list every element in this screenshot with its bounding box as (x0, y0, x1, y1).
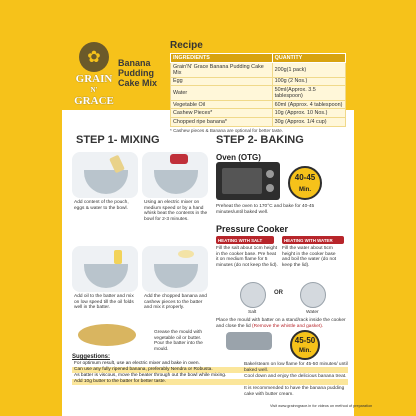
oven-window (222, 168, 262, 194)
recipe-title: Recipe (170, 40, 203, 51)
brand-name-line1: GRAIN (75, 73, 113, 85)
salt-label: Salt (248, 310, 257, 315)
salt-caption: Fill the salt about 1cm height in the cooker base. Pre heat it on medium flame for 5 minutes (do not keep the lid). (216, 246, 278, 268)
ingredients-header: INGREDIENTS (171, 54, 273, 63)
banana-icon (178, 250, 194, 258)
pc-time-unit: Min. (299, 348, 311, 354)
ingredient-cell: Egg (171, 77, 273, 86)
water-caption: Fill the water about 5cm height in the cooker base and boil the water (do not keep the lid). (282, 246, 337, 268)
product-name: Banana Pudding Cake Mix (118, 58, 158, 88)
suggestion-item: Add 10g butter to the batter for better taste. (72, 379, 348, 385)
stand-caption-warning: (Remove the whistle and gasket). (252, 323, 324, 329)
suggestion-item: Can use any fully ripened banana, preferably Nendra or Robusta. (72, 367, 348, 373)
ingredient-cell: Grain'N' Grace Banana Pudding Cake Mix (171, 63, 273, 78)
step1-caption-1: Add content of the pouch, eggs & water to the bowl. (74, 200, 129, 211)
table-row (171, 109, 346, 118)
step1-illustration-3 (72, 246, 138, 292)
mixer-icon (170, 154, 188, 164)
step2-title: STEP 2- BAKING (216, 134, 304, 146)
bowl-icon (84, 264, 128, 288)
oven-knob-icon (266, 170, 274, 178)
ingredient-cell: Vegetable Oil (171, 100, 273, 109)
bowl-icon (84, 170, 128, 194)
table-row (171, 77, 346, 86)
oven-knob-icon (266, 184, 274, 192)
oven-icon (216, 162, 280, 200)
oven-caption: Preheat the oven to 170°C and bake for 40-45 minutes/until baked well. (216, 204, 315, 215)
stand-caption-text: Place the mould with batter on a stand/rack inside the cooker and close the lid (216, 318, 346, 329)
step1-caption-5: Grease the mould with vegetable oil or butter. Pour the batter into the mould. (154, 330, 203, 352)
bake-caption: Bake/steam on low flame for 45-50 minutes/ until baked well. (244, 362, 348, 373)
oven-time-unit: Min. (299, 187, 311, 193)
step1-title: STEP 1- MIXING (76, 134, 160, 146)
ingredient-cell: Cashew Pieces* (171, 109, 273, 118)
table-row (171, 100, 346, 109)
brand-name (70, 74, 118, 107)
recipe-table (170, 53, 346, 127)
brand-logo (70, 42, 118, 107)
oven-time-badge (288, 166, 322, 200)
right-yellow-band (354, 0, 416, 416)
bowl-icon (154, 170, 198, 194)
left-yellow-band (0, 0, 62, 416)
table-row (171, 63, 346, 78)
ingredient-cell: Chopped ripe banana* (171, 117, 273, 126)
mould-icon (78, 324, 136, 346)
quantity-cell: 60ml (Approx. 4 tablespoon) (272, 100, 345, 109)
cool-caption: Cool down and enjoy the delicious banana treat. (244, 374, 347, 379)
water-cooker-icon (300, 282, 326, 308)
step1-caption-4: Add the chopped banana and cashew pieces to the batter and mix it properly. (144, 294, 207, 311)
or-label: OR (274, 290, 283, 296)
quantity-cell: 10g (Approx. 10 Nos.) (272, 109, 345, 118)
serve-caption: It is recommended to have the banana pudding cake with butter cream. (244, 386, 345, 397)
salt-cooker-icon (240, 282, 266, 308)
recipe-note: * Cashew pieces & Banana are optional for better taste. (170, 127, 284, 133)
step1-illustration-4 (142, 246, 208, 292)
quantity-cell: 30g (Approx. 1/4 cup) (272, 117, 345, 126)
step1-illustration-2 (142, 152, 208, 198)
table-row (171, 86, 346, 101)
oil-bottle-icon (114, 250, 122, 264)
bowl-icon (154, 264, 198, 288)
brand-name-line2: N' (90, 86, 98, 94)
step1-illustration-5 (72, 318, 148, 352)
brand-name-line3: GRACE (74, 95, 114, 107)
pc-time-value: 45-50 (294, 336, 316, 345)
wheat-icon: ✿ (79, 42, 109, 72)
suggestions-title: Suggestions: (72, 354, 111, 360)
heating-water-label: HEATING WITH WATER (282, 236, 344, 244)
oven-title: Oven (OTG) (216, 153, 261, 162)
stand-caption (216, 318, 346, 329)
quantity-header: QUANTITY (272, 54, 345, 63)
suggestion-item: As batter is viscous, move the beater through out the bowl while mixing. (74, 373, 227, 378)
heating-salt-label: HEATING WITH SALT (216, 236, 274, 244)
table-row (171, 117, 346, 126)
water-label: Water (306, 310, 319, 315)
step1-caption-2: Using an electric mixer on medium speed or by a hand whisk beat the contents in the bowl for 2-3 minutes. (144, 200, 208, 222)
suggestion-item: For optimum result, use an electric mixer and bake in oven. (74, 361, 200, 366)
step1-caption-3: Add oil to the batter and mix on low speed till the oil folds well in the batter. (74, 294, 134, 311)
website-link[interactable]: Visit www.grainngrace.in for videos on method of preparation (270, 404, 373, 408)
pressure-cooker-icon (226, 332, 272, 350)
recipe-panel (170, 40, 346, 133)
oven-time-value: 40-45 (294, 173, 316, 182)
ingredient-cell: Water (171, 86, 273, 101)
step1-illustration-1 (72, 152, 138, 198)
quantity-cell: 50ml(Approx. 3.5 tablespoon) (272, 86, 345, 101)
quantity-cell: 100g (2 Nos.) (272, 77, 345, 86)
pressure-cooker-title: Pressure Cooker (216, 224, 289, 234)
quantity-cell: 200g(1 pack) (272, 63, 345, 78)
